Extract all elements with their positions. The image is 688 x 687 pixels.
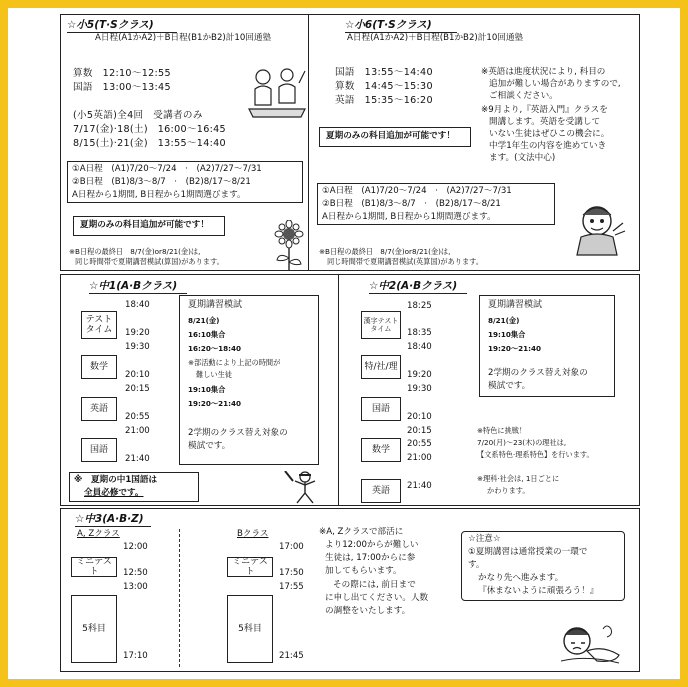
junior2-mock-date: 8/21(金) (488, 316, 520, 325)
grade6-subtitle: A日程(A1かA2)＋B日程(B1かB2)計10回通塾 (347, 33, 524, 43)
grade5-schedule-1: 算数 12:10〜12:55 (73, 68, 171, 79)
junior1-time-1: 18:40 (125, 300, 150, 310)
junior2-section (338, 274, 640, 506)
grade6-section (308, 14, 640, 271)
grade6-notice-box (319, 127, 471, 147)
junior2-time-6: 20:10 (407, 412, 432, 422)
junior3-section (60, 508, 640, 672)
grade6-title: ☆小6(T·Sクラス) (345, 19, 432, 31)
grade5-subtitle: A日程(A1かA2)＋B日程(B1かB2)計10回通塾 (95, 33, 272, 43)
junior2-special-3: 【文系特色·理系特色】を行います。 (477, 450, 594, 459)
grade6-note-8: ます。(文法中心) (489, 153, 556, 163)
junior3-note-7: の調整をいたします。 (325, 606, 411, 616)
grade6-note-2: 追加が難しい場合がありますので, (489, 79, 621, 89)
grade6-note-3: ご相談ください。 (489, 91, 558, 101)
grade6-schedule-3: 英語 15:35〜16:20 (335, 95, 433, 106)
grade5-date-a: ①A日程 (A1)7/20〜7/24 · (A2)7/27〜7/31 (72, 164, 262, 174)
junior3-az-mini-test: ミニテスト (71, 557, 117, 577)
junior2-time-2: 18:35 (407, 328, 432, 338)
junior2-mock-exam-box (479, 295, 615, 397)
grade5-notice: 夏期のみの科目追加が可能です！ (80, 220, 209, 230)
junior1-mock-time-2: 19:20〜21:40 (188, 399, 241, 408)
grade5-schedule-2: 国語 13:00〜13:45 (73, 82, 171, 93)
junior3-note-5: その際には, 前日まで (333, 580, 416, 590)
junior2-time-4: 19:20 (407, 370, 432, 380)
grade5-date-b: ②B日程 (B1)8/3〜8/7 · (B2)8/17〜8/21 (72, 177, 251, 187)
grade5-english-2: 7/17(金)·18(土) 16:00〜16:45 (73, 124, 226, 135)
junior3-note-1: ※A, Zクラスで部活に (319, 527, 404, 537)
junior1-mock-gather: 16:10集合 (188, 330, 226, 339)
caution-line-3: かなり先へ進みます。 (478, 573, 564, 583)
junior3-az-time-1: 12:00 (123, 542, 148, 552)
grade6-date-b: ②B日程 (B1)8/3〜8/7 · (B2)8/17〜8/21 (322, 199, 501, 209)
grade6-note-6: いない生徒はぜひこの機会に。 (489, 129, 610, 139)
junior2-subject-science: 特/社/理 (361, 355, 401, 379)
junior3-az-time-2: 12:50 (123, 568, 148, 578)
junior1-mock-note: ※部活動により上記の時間が (188, 358, 281, 367)
grade6-note-7: 中学1年生の内容を進めていき (489, 141, 607, 151)
junior1-mock-desc-2: 模試です。 (188, 441, 231, 451)
grade6-footnote-1: ※B日程の最終日 8/7(金)or8/21(金)は, (319, 247, 451, 256)
grade5-dates-box (67, 161, 303, 203)
grade5-footnote-1: ※B日程の最終日 8/7(金)or8/21(金)は, (69, 247, 201, 256)
grade5-section (60, 14, 312, 271)
junior2-subject-english: 英語 (361, 479, 401, 503)
junior2-mock-title: 夏期講習模試 (488, 300, 543, 310)
junior1-mock-desc-1: 2学期のクラス替え対象の (188, 428, 288, 438)
flyer-sheet (8, 8, 680, 679)
junior2-special-1: ※特色に挑戦！ (477, 426, 527, 435)
junior3-az-label: A, Zクラス (77, 529, 120, 539)
junior1-time-7: 21:00 (125, 426, 150, 436)
junior1-mock-note-2: 難しい生徒 (196, 370, 232, 379)
junior2-time-3: 18:40 (407, 342, 432, 352)
junior2-time-5: 19:30 (407, 384, 432, 394)
junior2-time-7: 20:15 (407, 426, 432, 436)
junior3-az-five-subjects: 5科目 (71, 595, 117, 663)
junior2-mock-desc-2: 模試です。 (488, 381, 531, 391)
grade6-note-1: ※英語は進度状況により, 科目の (481, 67, 606, 77)
junior1-mock-date: 8/21(金) (188, 316, 220, 325)
junior1-notice-1: ※ 夏期の中1国語は (74, 475, 158, 485)
grade6-notice: 夏期のみの科目追加が可能です！ (326, 131, 455, 141)
junior3-note-3: 生徒は, 17:00からに参 (325, 553, 416, 563)
junior2-special-4: ※理科·社会は, 1日ごとに (477, 474, 560, 483)
students-illustration (247, 65, 307, 121)
grade6-footnote-2: 同じ時間帯で夏期講習模試(英算国)があります。 (327, 257, 483, 266)
junior3-b-time-4: 21:45 (279, 651, 304, 661)
junior3-az-time-3: 13:00 (123, 582, 148, 592)
grade5-footnote-2: 同じ時間帯で夏期講習模試(算国)があります。 (75, 257, 224, 266)
junior3-note-6: に申し出てください。人数 (325, 593, 429, 603)
junior3-b-time-2: 17:50 (279, 568, 304, 578)
grade6-schedule-2: 算数 14:45〜15:30 (335, 81, 433, 92)
junior2-special-2: 7/20(月)〜23(木)の理社は, (477, 438, 567, 447)
junior1-time-6: 20:55 (125, 412, 150, 422)
junior1-japanese-notice (69, 472, 199, 502)
junior3-b-time-1: 17:00 (279, 542, 304, 552)
junior3-title: ☆中3(A·B·Z) (75, 513, 144, 525)
junior1-mock-title: 夏期講習模試 (188, 300, 243, 310)
grade6-date-a: ①A日程 (A1)7/20〜7/24 · (A2)7/27〜7/31 (322, 186, 512, 196)
junior1-subject-test: テスト タイム (81, 311, 117, 339)
junior1-mock-gather-2: 19:10集合 (188, 385, 226, 394)
grade6-note-5: 開講します。英語を受講して (489, 117, 601, 127)
caution-title: ☆注意☆ (468, 534, 501, 544)
caution-line-4: 『休まないように頑張ろう！』 (478, 586, 599, 596)
tired-student-illustration (557, 621, 623, 667)
junior2-mock-time: 19:20〜21:40 (488, 344, 541, 353)
junior1-mock-exam-box (179, 295, 319, 465)
caution-line-2: す。 (468, 560, 485, 570)
grade6-note-4: ※9月より,『英語入門』クラスを (481, 105, 608, 115)
junior3-b-mini-test: ミニテスト (227, 557, 273, 577)
junior2-time-1: 18:25 (407, 301, 432, 311)
sunflower-illustration (271, 220, 307, 270)
junior2-subject-japanese: 国語 (361, 397, 401, 421)
junior2-mock-desc-1: 2学期のクラス替え対象の (488, 368, 588, 378)
baseball-player-illustration (283, 471, 327, 505)
junior2-time-8: 20:55 (407, 439, 432, 449)
grade6-dates-box (317, 183, 555, 225)
caution-scroll (461, 531, 625, 601)
junior1-subject-english: 英語 (81, 397, 117, 421)
junior3-az-time-4: 17:10 (123, 651, 148, 661)
junior1-subject-japanese: 国語 (81, 438, 117, 462)
junior1-notice-2: 全員必修です。 (84, 488, 144, 498)
junior1-time-5: 20:15 (125, 384, 150, 394)
grade5-title: ☆小5(T·Sクラス) (67, 19, 154, 31)
junior1-subject-math: 数学 (81, 355, 117, 379)
junior2-title: ☆中2(A·Bクラス) (369, 280, 458, 292)
junior1-time-4: 20:10 (125, 370, 150, 380)
junior2-mock-gather: 19:10集合 (488, 330, 526, 339)
grade5-date-note: A日程から1期間, B日程から1期間選びます。 (72, 190, 246, 200)
grade5-english-1: (小5英語)全4回 受講者のみ (73, 110, 203, 121)
junior3-b-time-3: 17:55 (279, 582, 304, 592)
junior3-note-4: 加してもらいます。 (325, 566, 402, 576)
caution-line-1: ①夏期講習は通常授業の一環で (468, 547, 588, 557)
junior3-note-2: より12:00からが難しい (325, 540, 419, 550)
junior1-time-3: 19:30 (125, 342, 150, 352)
junior1-mock-time: 16:20〜18:40 (188, 344, 241, 353)
junior1-time-2: 19:20 (125, 328, 150, 338)
junior2-special-5: かわります。 (487, 486, 530, 495)
junior2-subject-kanji: 漢字テスト タイム (361, 311, 401, 339)
grade5-english-3: 8/15(土)·21(金) 13:55〜14:40 (73, 138, 226, 149)
junior1-section (60, 274, 342, 506)
junior2-subject-math: 数学 (361, 438, 401, 462)
character-illustration (571, 201, 627, 257)
junior1-time-8: 21:40 (125, 454, 150, 464)
junior3-b-label: Bクラス (237, 529, 269, 539)
junior1-title: ☆中1(A·Bクラス) (89, 280, 178, 292)
junior3-b-five-subjects: 5科目 (227, 595, 273, 663)
grade5-notice-box (73, 216, 225, 236)
grade6-date-note: A日程から1期間, B日程から1期間選びます。 (322, 212, 496, 222)
grade6-schedule-1: 国語 13:55〜14:40 (335, 67, 433, 78)
junior2-time-9: 21:00 (407, 453, 432, 463)
junior2-time-10: 21:40 (407, 481, 432, 491)
